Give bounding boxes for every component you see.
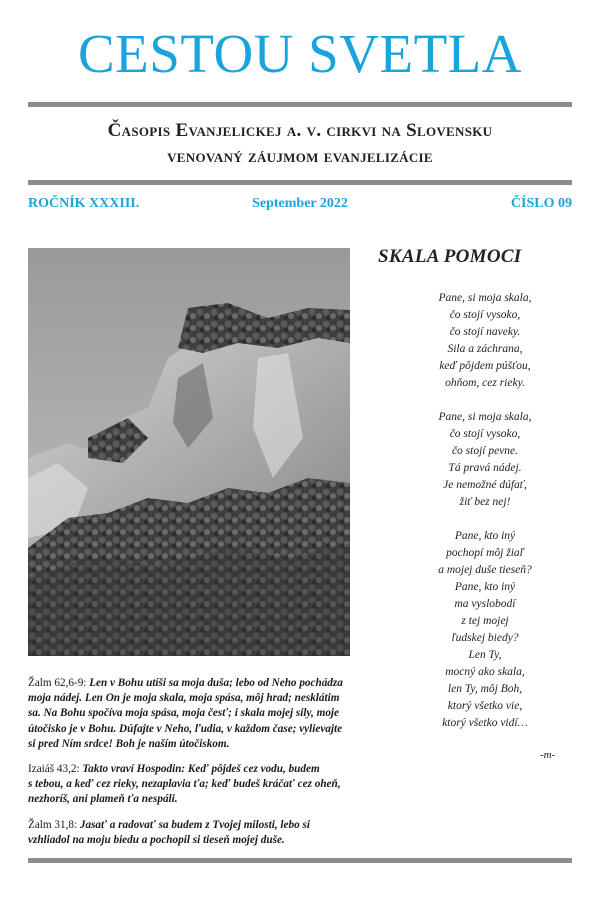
verse-text: Takto vraví Hospodin: Keď pôjdeš cez vodu, budem (82, 763, 320, 775)
poem-line: a mojej duše tieseň? (438, 564, 532, 576)
magazine-subtitle-line1: Časopis Evanjelickej a. v. cirkvi na Slovensku (107, 120, 493, 141)
cliff-photo (28, 248, 350, 656)
magazine-masthead: CESTOU SVETLA (78, 23, 522, 84)
verse-reference: Izaiáš 43,2: (28, 763, 83, 775)
verse-reference: Žalm 31,8: (28, 819, 80, 831)
issue-number: ČÍSLO 09 (510, 196, 572, 211)
poem-line: ktorý všetko vie, (447, 700, 523, 712)
poem-line: ktorý všetko vidí… (442, 717, 528, 729)
poem-line: len Ty, môj Boh, (447, 683, 523, 695)
poem-line: Len Ty, (468, 649, 502, 661)
bible-verse-psalm-62 (28, 676, 378, 752)
poem-body (386, 290, 584, 749)
verse-line: moja nádej. Len On je moja skala, moja spása, môj hrad; nesklátim (28, 692, 340, 705)
verse-text: Len v Bohu utíši sa moja duša; lebo od Neho pochádza (89, 677, 343, 689)
verse-line (28, 818, 378, 833)
poem-line: ohňom, cez rieky. (445, 377, 525, 389)
poem-line: Sila a záchrana, (447, 343, 523, 355)
middle-divider (28, 180, 572, 185)
magazine-subtitle-line2: venovaný záujmom evanjelizácie (167, 146, 433, 167)
issue-date: September 2022 (252, 196, 348, 211)
bible-verse-isaiah-43 (28, 762, 378, 808)
verse-line: s tebou, a keď cez rieky, nezaplavia ťa; keď budeš kráčať cez oheň, (28, 778, 341, 791)
poem-line: čo stojí naveky. (449, 326, 521, 338)
poem-line: Pane, si moja skala, (438, 292, 532, 304)
top-divider (28, 102, 572, 107)
poem-line: ľudskej biedy? (451, 632, 519, 644)
poem-line: mocný ako skala, (445, 666, 525, 678)
verse-line (28, 762, 378, 777)
poem-line: pochopí môj žiaľ (446, 547, 524, 559)
poem-stanza (386, 528, 584, 732)
poem-line: čo stojí pevne. (451, 445, 519, 457)
poem-signature: -m- (540, 749, 556, 761)
poem-line: ma vyslobodí (454, 598, 516, 610)
verse-line: nezhoríš, ani plameň ťa nespáli. (28, 793, 178, 806)
poem-stanza (386, 409, 584, 511)
poem-line: Je nemožné dúfať, (443, 479, 527, 491)
poem-line: z tej mojej (461, 615, 509, 627)
issue-volume: ROČNÍK XXXIII. (28, 196, 140, 211)
bible-verse-psalm-31 (28, 818, 378, 848)
verse-line: vzhliadol na moju biedu a pochopil si tieseň mojej duše. (28, 834, 285, 847)
poem-line: keď pôjdem púšťou, (439, 360, 531, 372)
poem-line: čo stojí vysoko, (449, 428, 521, 440)
poem-line: žiť bez nej! (459, 496, 511, 508)
verse-line: sa. Na Bohu spočíva moja spása, moja česť; i skala mojej sily, moje (28, 707, 340, 720)
bottom-divider (28, 858, 572, 863)
verse-line: útočisko je v Bohu. Dúfajte v Neho, ľudia, v každom čase; vylievajte (28, 722, 343, 735)
poem-line: Tá pravá nádej. (448, 462, 522, 474)
poem-line: Pane, kto iný (454, 581, 516, 593)
verse-line: si pred Ním srdce! Boh je naším útočiskom. (28, 737, 230, 750)
verse-text: Jasať a radovať sa budem z Tvojej milosti, lebo si (79, 819, 310, 831)
poem-line: čo stojí vysoko, (449, 309, 521, 321)
poem-title: SKALA POMOCI (378, 246, 522, 267)
poem-line: Pane, si moja skala, (438, 411, 532, 423)
poem-stanza (386, 290, 584, 392)
verse-reference: Žalm 62,6-9: (28, 677, 90, 689)
poem-line: Pane, kto iný (454, 530, 516, 542)
verse-line (28, 676, 378, 691)
